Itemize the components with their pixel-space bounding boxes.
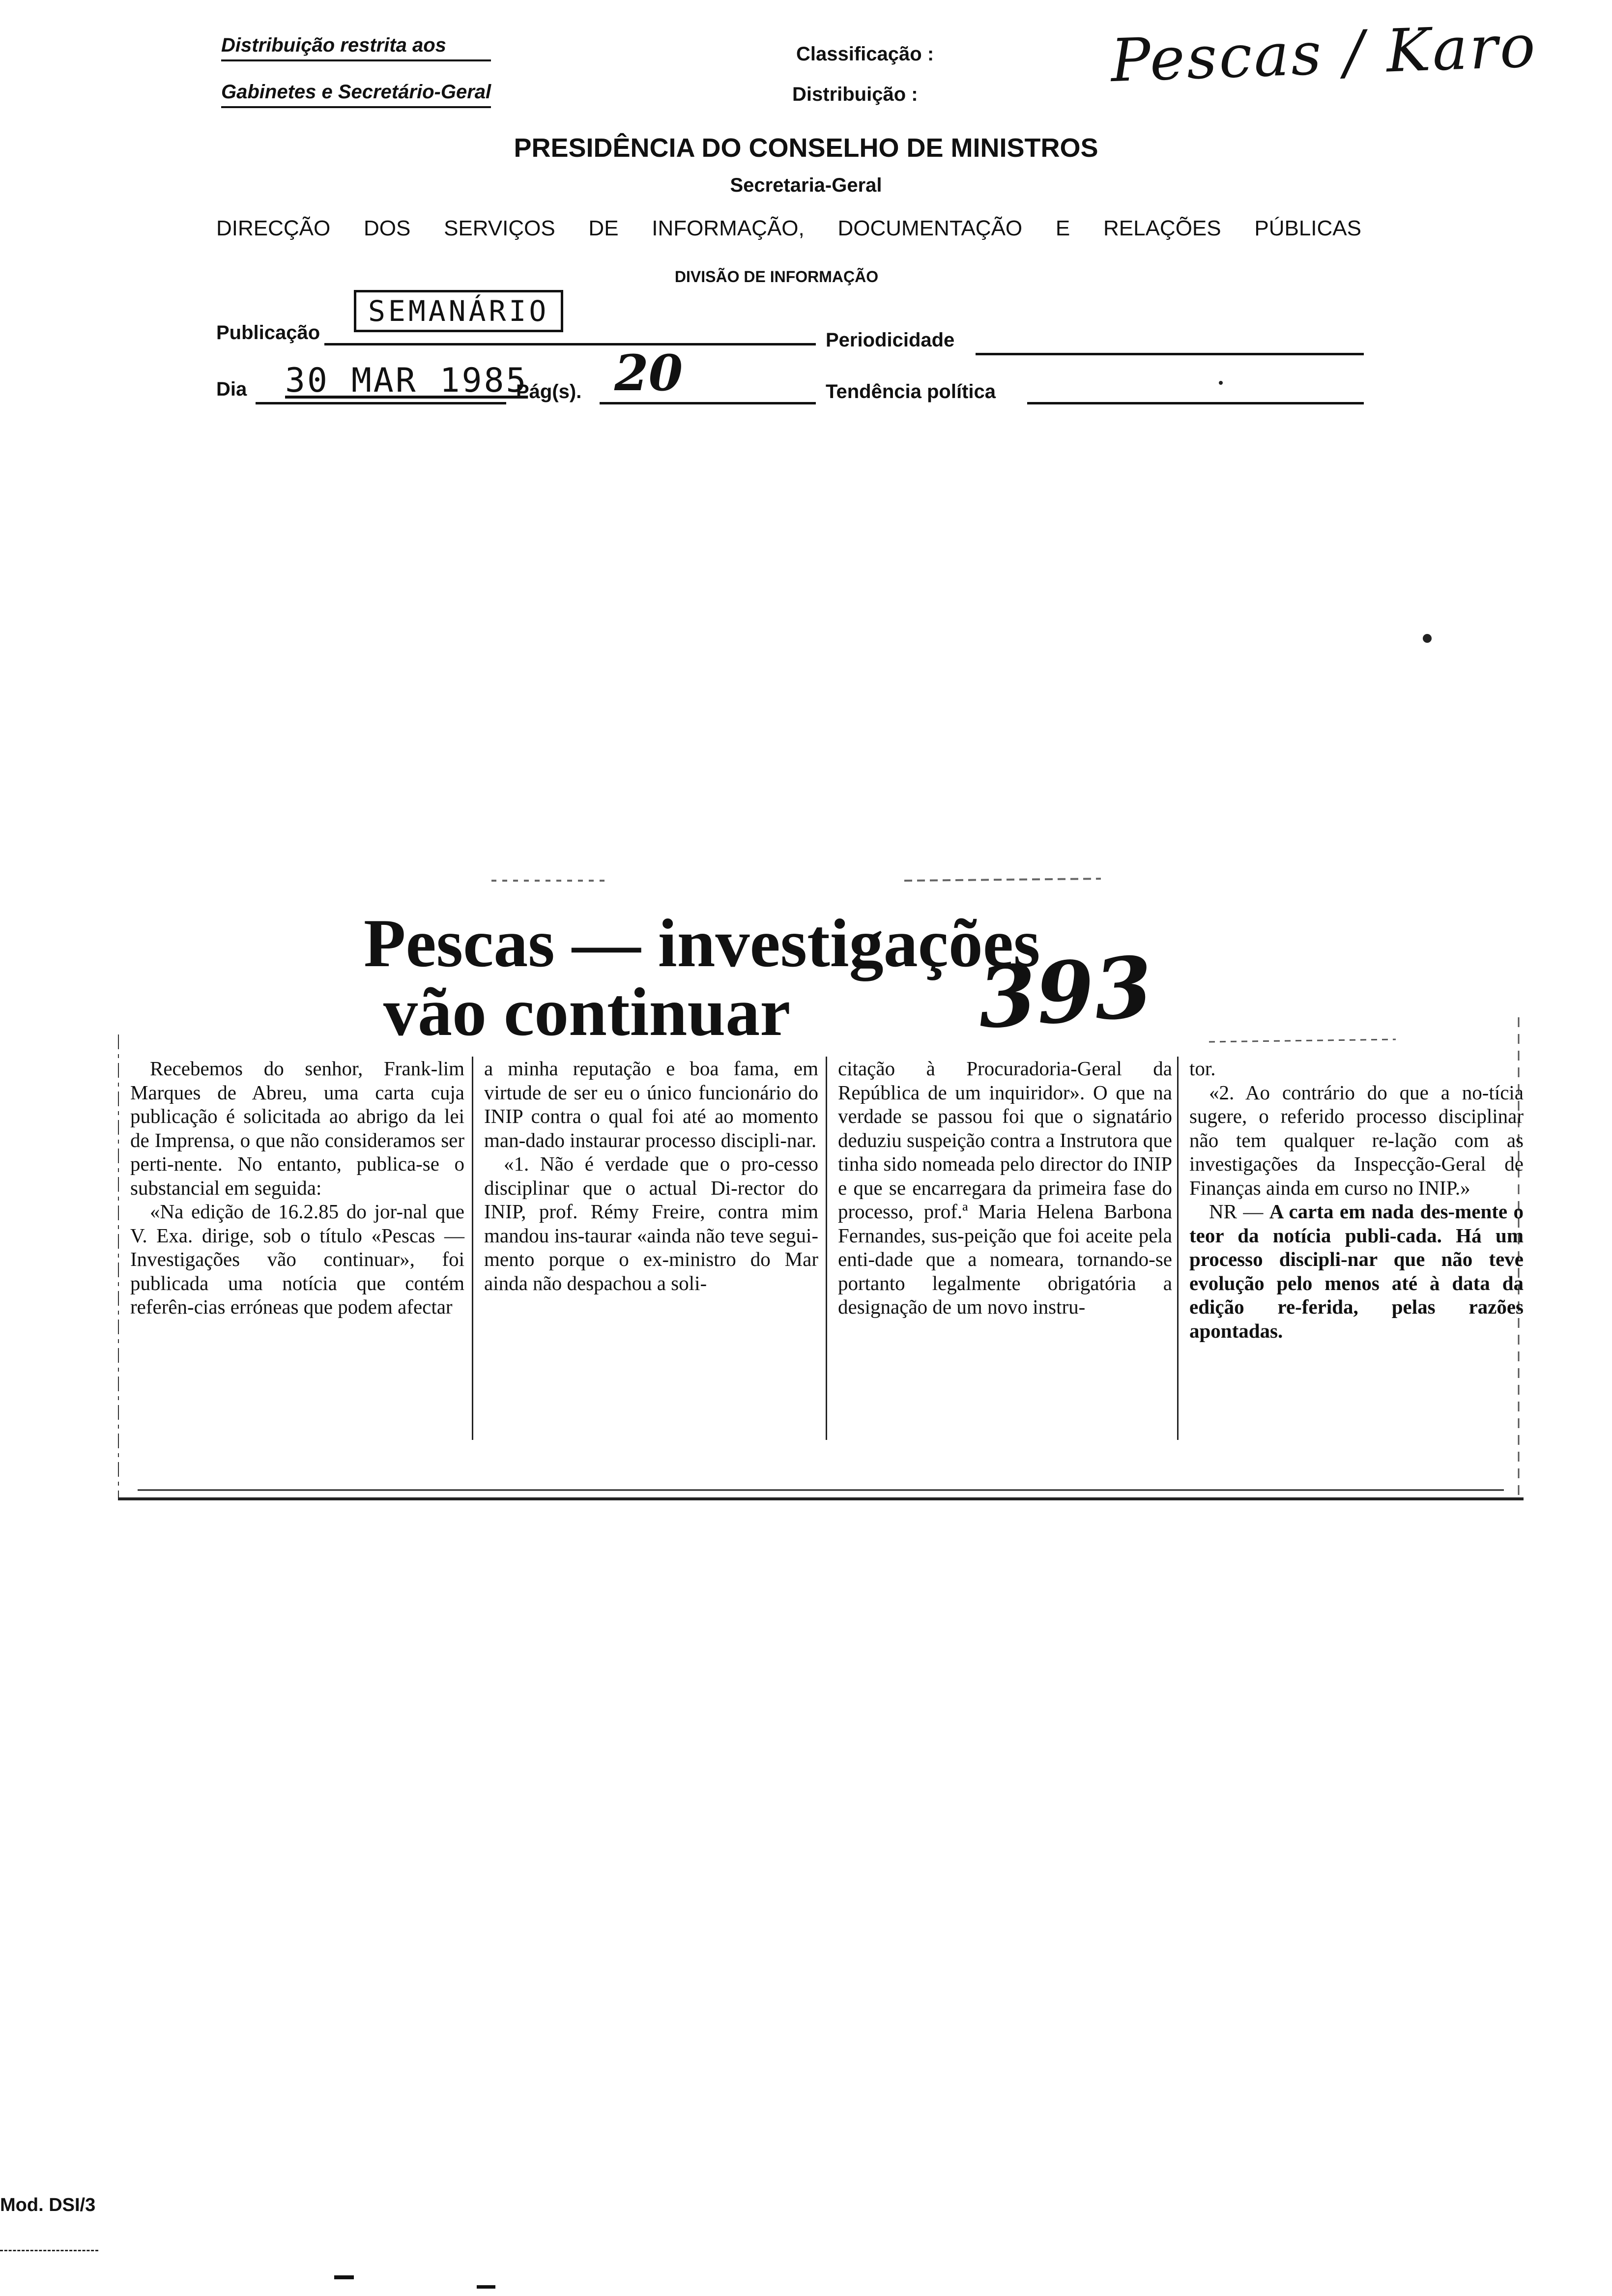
article-paragraph: «2. Ao contrário do que a no-tícia sugere, o referido processo disciplinar não tem qualquer re-lação com as investigações da Inspecção-Geral de Finanças ainda em curso no INIP.»: [1189, 1081, 1524, 1199]
distribution-line-2: Gabinetes e Secretário-Geral: [221, 81, 491, 108]
page-label: Pág(s).: [516, 381, 582, 402]
column-rule: [826, 1057, 827, 1440]
form-code: Mod. DSI/3: [0, 2195, 96, 2215]
column-rule: [472, 1057, 473, 1440]
headline-line-1: Pescas — investigações: [364, 905, 1040, 981]
page-line: [600, 402, 816, 404]
political-line: [1027, 402, 1364, 404]
directorate-title: DIRECÇÃO DOS SERVIÇOS DE INFORMAÇÃO, DOCUMENTAÇÃO E RELAÇÕES PÚBLICAS: [216, 216, 1361, 240]
editor-note-text: A carta em nada des-mente o teor da notícia publi-cada. Há um processo discipli-nar que não teve evolução pelo menos até à data da edição re-ferida, pelas razões apontadas.: [1189, 1200, 1524, 1342]
headline-line-2: vão continuar: [383, 974, 791, 1050]
presidency-title: PRESIDÊNCIA DO CONSELHO DE MINISTROS: [514, 133, 1098, 163]
article-column-1: [130, 1057, 464, 1319]
political-label: Tendência política: [826, 381, 996, 402]
article-paragraph: a minha reputação e boa fama, em virtude de ser eu o único funcionário do INIP contra o qual foi até ao momento man-dado instaurar processo discipli-nar.: [484, 1057, 818, 1151]
editor-note: [1189, 1200, 1524, 1343]
article-paragraph: tor.: [1189, 1057, 1216, 1080]
division-title: DIVISÃO DE INFORMAÇÃO: [674, 268, 879, 286]
classification-label: Classificação :: [796, 43, 934, 65]
date-stamp: 30 MAR 1985: [285, 361, 528, 400]
day-label: Dia: [216, 378, 247, 400]
handwritten-note: Pescas / Karo: [1109, 12, 1538, 96]
speck-mark: [477, 2285, 495, 2289]
publication-label: Publicação: [216, 322, 320, 344]
page-number-handwritten: 20: [614, 344, 683, 402]
publication-stamp: SEMANÁRIO: [354, 290, 563, 332]
handwritten-reference: 393: [975, 937, 1156, 1048]
periodicity-label: Periodicidade: [826, 329, 955, 351]
editor-note-prefix: NR —: [1209, 1200, 1269, 1223]
article-paragraph: citação à Procuradoria-Geral da República de um inquiridor». O que na verdade se passou foi que o signatário deduziu suspeição contra a Instrutora que tinha sido nomeada pelo director do INIP e que se encarregara da primeira fase do processo, prof.ª Maria Helena Barbona Fernandes, sus-peição que foi aceite pela enti-dade que a nomeara, tornando-se portanto legalmente obrigatória a designação de um novo instru-: [838, 1057, 1172, 1318]
distribution-label: Distribuição :: [792, 84, 918, 105]
article-column-4: [1189, 1057, 1524, 1343]
publication-line: [324, 343, 816, 345]
speck-mark: [334, 2275, 354, 2279]
article-column-2: [484, 1057, 818, 1295]
secretariat-title: Secretaria-Geral: [730, 174, 882, 196]
article-paragraph: «1. Não é verdade que o pro-cesso disciplinar que o actual Di-rector do INIP, prof. Rémy Freire, contra mim mandou ins-taurar «ainda não teve segui-mento porque o ex-ministro do Mar ainda não despachou a soli-: [484, 1152, 818, 1294]
article-paragraph: «Na edição de 16.2.85 do jor-nal que V. Exa. dirige, sob o título «Pescas — Investigações vão continuar», foi publicada uma notícia que contém referên-cias erróneas que podem afectar: [130, 1200, 464, 1318]
footer-rule: [0, 2250, 98, 2251]
speck-mark: [1219, 381, 1223, 385]
article-paragraph: Recebemos do senhor, Frank-lim Marques de Abreu, uma carta cuja publicação é solicitada ao abrigo da lei de Imprensa, o que não consideramos ser perti-nente. No entanto, publica-se o substancial em seguida:: [130, 1057, 464, 1199]
periodicity-line: [976, 353, 1364, 355]
day-line: [256, 402, 506, 404]
column-rule: [1177, 1057, 1179, 1440]
article-column-3: [838, 1057, 1172, 1319]
distribution-line-1: Distribuição restrita aos: [221, 34, 491, 61]
speck-mark: [1423, 634, 1432, 643]
